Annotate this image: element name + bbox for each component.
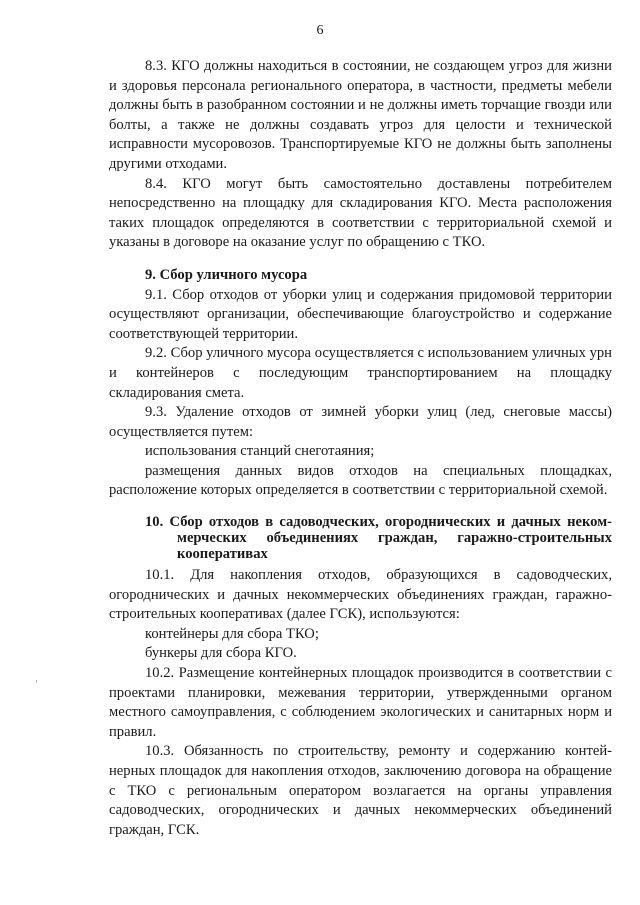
margin-scan-mark	[36, 680, 37, 683]
paragraph-9-3: 9.3. Удаление отходов от зимней уборки улиц (лед, снеговые массы) осуществляется путем:	[109, 404, 612, 440]
paragraph-10-1: 10.1. Для накопления отходов, образующихся в садоводческих, огороднических и дачных некоммерческих объединениях граждан, гаражно-строительных кооперативах (далее ГСК), используются:	[109, 567, 612, 623]
list-item-special-sites: размещения данных видов отходов на специальных площадках, расположение которых определяется в соответствии с территориальной схемой.	[109, 462, 612, 499]
paragraph-10-2: 10.2. Размещение контейнерных площадок производится в соответствии с проектами планировки, межевания территории, утвержденными органом местного самоуправления, с соблюдением экологических и санитарных норм и правил.	[109, 665, 612, 740]
page-number: 6	[316, 23, 324, 38]
document-body	[109, 57, 612, 840]
section-9-heading: 9. Сбор уличного мусора	[145, 266, 308, 283]
paragraph-9-2: 9.2. Сбор уличного мусора осуществляется с использованием уличных урн и контейнеров с последующим транспортированием на площадку складирования смета.	[109, 345, 612, 401]
list-item-tko-containers: контейнеры для сбора ТКО;	[145, 625, 319, 642]
paragraph-8-3: 8.3. КГО должны находиться в состоянии, не создающем угроз для жизни и здоровья персонала регионального оператора, в частности, предметы мебели должны быть в разобранном состоянии и не должны иметь торчащие гвозди или болты, а также не должны создавать угроз для целости и технической исправности мусоровозов. Транспортируемые КГО не должны быть заполнены другими отходами.	[109, 58, 612, 172]
list-item-kgo-bunkers: бункеры для сбора КГО.	[145, 645, 297, 662]
paragraph-9-1: 9.1. Сбор отходов от уборки улиц и содержания придомовой территории осуществляют организации, обеспечивающие благоустройство и содержание соответствующей территории.	[109, 286, 612, 342]
section-10-heading: 10. Сбор отходов в садоводческих, огороднических и дачных неком-мерческих объединениях граждан, гаражно-строительных кооперативах	[145, 514, 612, 563]
paragraph-10-3: 10.3. Обязанность по строительству, ремонту и содержанию контей-нерных площадок для накопления отходов, заключению договора на обращение с ТКО с региональным оператором возлагается на органы управления садоводческих, огороднических и дачных некоммерческих объединений граждан, ГСК.	[109, 743, 612, 838]
paragraph-8-4: 8.4. КГО могут быть самостоятельно доставлены потребителем непосредственно на площадку для складирования КГО. Места расположения таких площадок определяются в соответствии с территориальной схемой и указаны в договоре на оказание услуг по обращению с ТКО.	[109, 175, 612, 251]
list-item-snow-melting: использования станций снеготаяния;	[145, 443, 375, 460]
